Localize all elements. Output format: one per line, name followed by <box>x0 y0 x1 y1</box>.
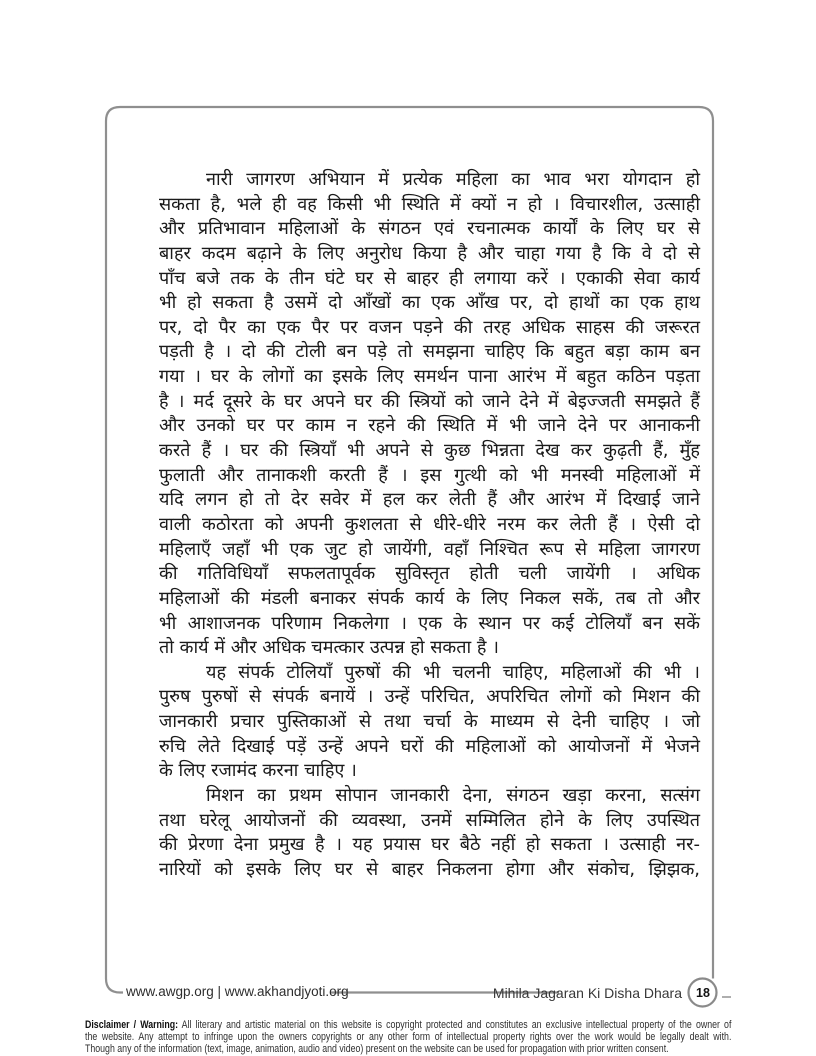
footer-book-title: Mihila Jagaran Ki Disha Dhara <box>492 985 682 1001</box>
text-line: पुरुष पुरुषों से संपर्क बनायें । उन्हें परिचित, अपरिचित लोगों को मिशन की <box>159 686 700 708</box>
page-text <box>159 168 700 883</box>
text-line: की गतिविधियाँ सफलतापूर्वक सुविस्तृत होती चली जायेंगी । अधिक <box>159 563 700 585</box>
disclaimer-line: the website. Any attempt to infringe upon the owners copyrights or any other form of intellectual property rights over the work would be legally dealt with. <box>85 1031 732 1044</box>
disclaimer-line: Though any of the information (text, image, animation, audio and video) present on the website can be used for propagation with prior written consent. <box>85 1043 669 1056</box>
text-line: की प्रेरणा देना प्रमुख है । यह प्रयास घर बैठे नहीं हो सकता । उत्साही नर- <box>159 834 700 856</box>
text-line: महिलाओं की मंडली बनाकर संपर्क कार्य के लिए निकल सकें, तब तो और <box>159 587 700 609</box>
text-line: यह संपर्क टोलियाँ पुरुषों की भी चलनी चाहिए, महिलाओं की भी । <box>206 661 700 683</box>
text-line: और प्रतिभावान महिलाओं के संगठन एवं रचनात्मक कार्यों के लिए घर से <box>159 218 700 240</box>
text-line: पड़ती है । दो की टोली बन पड़े तो समझना चाहिए कि बहुत बड़ा काम बन <box>159 341 700 363</box>
text-line: मिशन का प्रथम सोपान जानकारी देना, संगठन खड़ा करना, सत्संग <box>206 785 700 807</box>
text-line: नारी जागरण अभियान में प्रत्येक महिला का भाव भरा योगदान हो <box>206 169 700 190</box>
text-line: भी हो सकता है उसमें दो आँखों का एक आँख पर, दो हाथों का एक हाथ <box>159 292 700 314</box>
footer-links: www.awgp.org | www.akhandjyoti.org <box>126 984 349 999</box>
text-line: तो कार्य में और अधिक चमत्कार उत्पन्न हो सकता है । <box>159 637 499 659</box>
text-line: वाली कठोरता को अपनी कुशलता से धीरे-धीरे नरम कर लेती हैं । ऐसी दो <box>159 513 700 535</box>
text-line: नारियों को इसके लिए घर से बाहर निकलना होगा और संकोच, झिझक, <box>159 858 700 880</box>
text-line: सकता है, भले ही वह किसी भी स्थिति में क्यों न हो । विचारशील, उत्साही <box>159 193 700 215</box>
text-line: यदि लगन हो तो देर सवेर में हल कर लेती हैं और आरंभ में दिखाई जाने <box>159 489 700 511</box>
text-line: महिलाएँ जहाँ भी एक जुट हो जायेंगी, वहाँ निश्चित रूप से महिला जागरण <box>159 538 700 560</box>
text-line: बाहर कदम बढ़ाने के लिए अनुरोध किया है और चाहा गया है कि वे दो से <box>159 242 700 264</box>
page-number-badge: 18 <box>696 985 710 1000</box>
disclaimer-line <box>85 1019 731 1031</box>
text-line: पाँच बजे तक के तीन घंटे घर से बाहर ही लगाया करें । एकाकी सेवा कार्य <box>159 267 700 289</box>
text-line: भी आशाजनक परिणाम निकलेगा । एक के स्थान पर कई टोलियाँ बन सकें <box>159 612 700 634</box>
text-line: है । मर्द दूसरे के घर अपने घर की स्त्रियों को जाने देने में बेइज्जती समझते हैं <box>159 390 700 412</box>
disclaimer <box>85 1019 731 1056</box>
text-line: गया । घर के लोगों का इसके लिए समर्थन पाना आरंभ में बहुत कठिन पड़ता <box>159 366 700 388</box>
text-line: रुचि लेते दिखाई पड़ें उन्हें अपने घरों की महिलाओं को आयोजनों में भेजने <box>159 735 700 757</box>
text-line: करते हैं । घर की स्त्रियाँ भी अपने से कुछ भिन्नता देख कर कुढ़ती हैं, मुँह <box>159 440 700 462</box>
text-line: के लिए रजामंद करना चाहिए । <box>159 760 357 782</box>
text-line: पर, दो पैर का एक पैर पर वजन पड़ने की तरह अधिक साहस की जरूरत <box>159 316 700 338</box>
disclaimer-label: Disclaimer / Warning: <box>85 1019 179 1031</box>
disclaimer-lines <box>85 1019 731 1056</box>
disclaimer-text: All literary and artistic material on this website is copyright protected and constitutes an exclusive intellectual property of the owner of <box>178 1019 732 1031</box>
text-line: जानकारी प्रचार पुस्तिकाओं से तथा चर्चा के माध्यम से देनी चाहिए । जो <box>159 711 700 733</box>
text-line: फुलाती और तानाकशी करती हैं । इस गुत्थी को भी मनस्वी महिलाओं में <box>159 464 700 486</box>
text-line: तथा घरेलू आयोजनों की व्यवस्था, उनमें सम्मिलित होने के लिए उपस्थित <box>159 809 700 831</box>
text-line: और उनको घर पर काम न रहने की स्थिति में भी जाने देने पर आनाकनी <box>159 415 700 437</box>
